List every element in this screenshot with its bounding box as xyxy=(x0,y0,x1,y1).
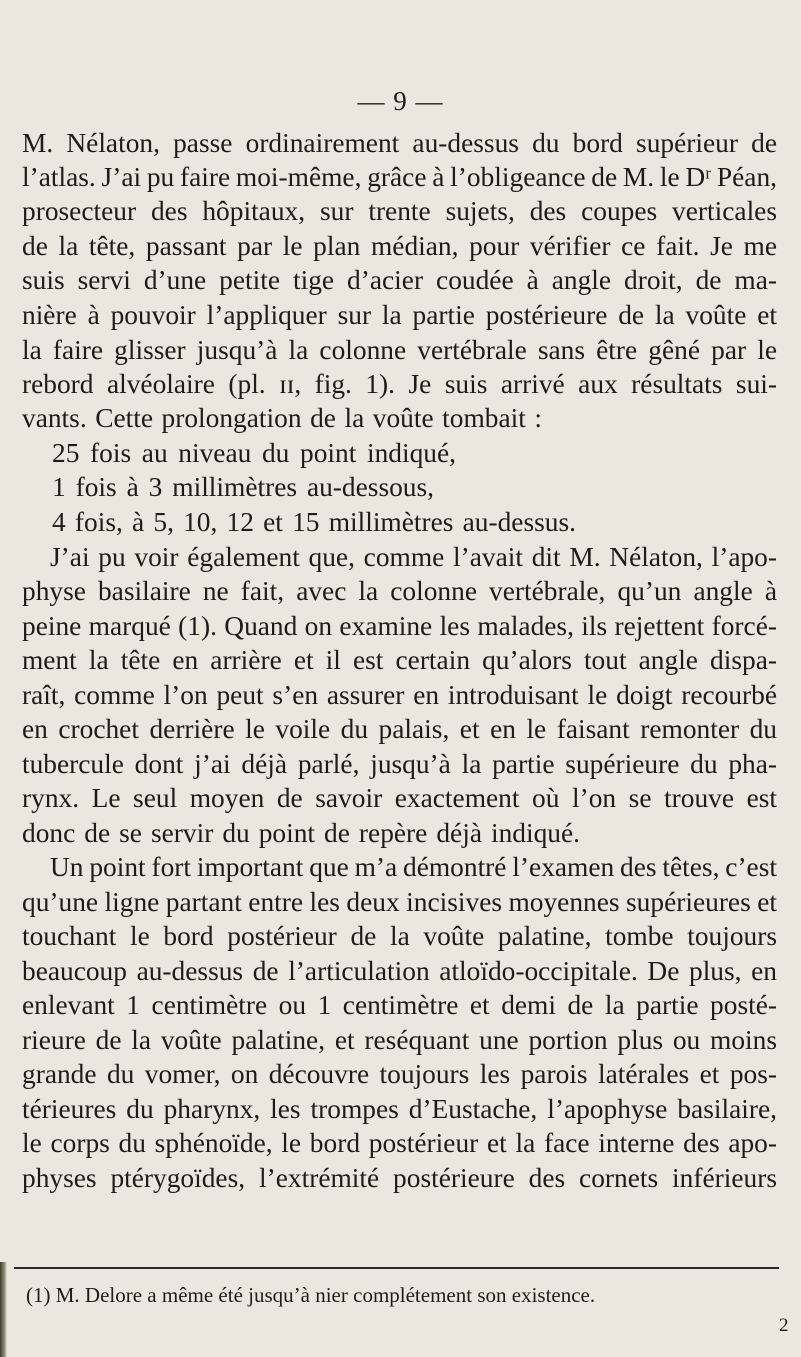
text-line: suis servi d’une petite tige d’acier coudée à angle droit, de ma- xyxy=(22,265,777,295)
text-line: J’ai pu voir également que, comme l’avait dit M. Nélaton, l’apo- xyxy=(50,542,777,572)
text-line: Un point fort important que m’a démontré l’examen des têtes, c’est xyxy=(50,852,777,882)
text-line: 1 fois à 3 millimètres au-dessous, xyxy=(52,472,434,502)
text-line: nière à pouvoir l’appliquer sur la partie postérieure de la voûte et xyxy=(22,300,777,330)
text-line: 4 fois, à 5, 10, 12 et 15 millimètres au-dessus. xyxy=(52,507,576,537)
text-line: vants. Cette prolongation de la voûte tombait : xyxy=(22,403,542,433)
text-line: qu’une ligne partant entre les deux incisives moyennes supérieures et xyxy=(22,887,777,917)
text-line: physes ptérygoïdes, l’extrémité postérieure des cornets inférieurs xyxy=(22,1163,777,1193)
signature-mark: 2 xyxy=(779,1315,789,1336)
text-line: beaucoup au-dessus de l’articulation atloïdo-occipitale. De plus, en xyxy=(22,956,777,986)
text-line: de la tête, passant par le plan médian, pour vérifier ce fait. Je me xyxy=(22,231,777,261)
text-line: touchant le bord postérieur de la voûte palatine, tombe toujours xyxy=(22,921,777,951)
text-line: rebord alvéolaire (pl. ɪɪ, fig. 1). Je suis arrivé aux résultats sui- xyxy=(22,369,777,399)
text-line: peine marqué (1). Quand on examine les malades, ils rejettent forcé- xyxy=(22,611,777,641)
page-number: — 9 — xyxy=(357,86,444,116)
text-line: ment la tête en arrière et il est certain qu’alors tout angle dispa- xyxy=(22,645,777,675)
text-line: rynx. Le seul moyen de savoir exactement où l’on se trouve est xyxy=(22,783,777,813)
text-line: le corps du sphénoïde, le bord postérieur et la face interne des apo- xyxy=(22,1128,777,1158)
text-line: prosecteur des hôpitaux, sur trente sujets, des coupes verticales xyxy=(22,196,777,226)
text-line: grande du vomer, on découvre toujours les parois latérales et pos- xyxy=(22,1059,777,1089)
text-line: la faire glisser jusqu’à la colonne vertébrale sans être gêné par le xyxy=(22,335,777,365)
text-line: donc de se servir du point de repère déjà indiqué. xyxy=(22,818,580,848)
text-line: raît, comme l’on peut s’en assurer en introduisant le doigt recourbé xyxy=(22,680,777,710)
footnote: (1) M. Delore a même été jusqu’à nier complétement son existence. xyxy=(26,1283,596,1307)
footnote-rule xyxy=(14,1267,779,1269)
text-line: rieure de la voûte palatine, et reséquant une portion plus ou moins xyxy=(22,1025,777,1055)
text-line: en crochet derrière le voile du palais, et en le faisant remonter du xyxy=(22,714,777,744)
text-line: 25 fois au niveau du point indiqué, xyxy=(52,438,456,468)
text-line: térieures du pharynx, les trompes d’Eustache, l’apophyse basilaire, xyxy=(22,1094,777,1124)
text-line: enlevant 1 centimètre ou 1 centimètre et demi de la partie posté- xyxy=(22,990,777,1020)
text-line: M. Nélaton, passe ordinairement au-dessus du bord supérieur de xyxy=(22,128,777,158)
text-line: l’atlas. J’ai pu faire moi-même, grâce à l’obligeance de M. le Dʳ Péan, xyxy=(22,162,777,192)
binding-shadow xyxy=(0,1262,7,1357)
text-line: physe basilaire ne fait, avec la colonne vertébrale, qu’un angle à xyxy=(22,576,777,606)
text-line: tubercule dont j’ai déjà parlé, jusqu’à la partie supérieure du pha- xyxy=(22,749,777,779)
